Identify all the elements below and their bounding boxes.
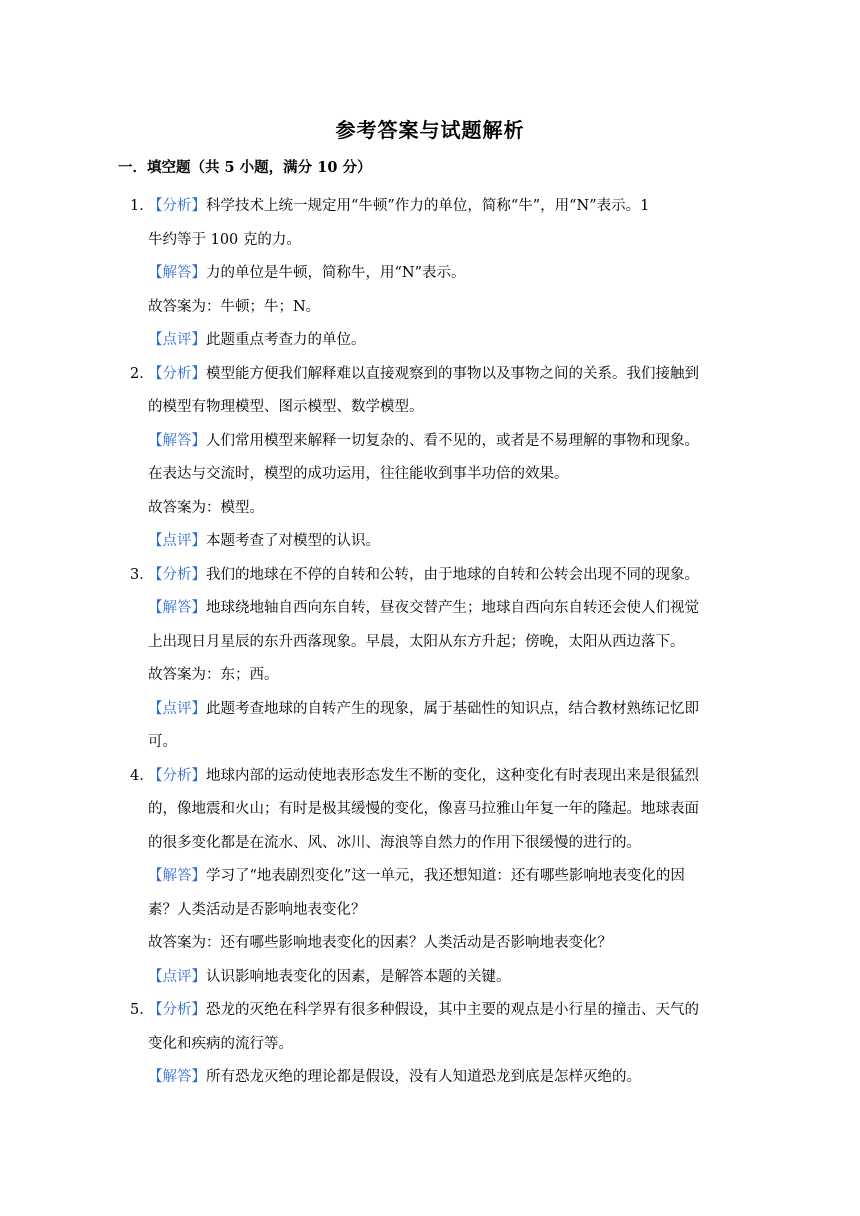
comment-line [130, 961, 740, 995]
question-number: 3． [130, 566, 154, 583]
answer-text: 力的单位是牛顿，简称牛，用“N”表示。 [206, 265, 466, 281]
analysis-text: 模型能方便我们解释难以直接观察到的事物以及事物之间的关系。我们接触到 [206, 365, 699, 382]
comment-tag: 【点评】 [148, 968, 206, 985]
answer-tag: 【解答】 [148, 265, 206, 281]
answer-line [130, 860, 740, 894]
question-number: 5． [130, 1002, 154, 1018]
answer-line: 在表达与交流时，模型的成功运用，往往能收到事半功倍的效果。 [148, 466, 569, 482]
analysis-tag: 【分析】 [148, 566, 206, 583]
analysis-line: 的很多变化都是在流水、风、冰川、海浪等自然力的作用下很缓慢的进行的。 [148, 834, 641, 851]
analysis-line [130, 190, 740, 224]
analysis-tag: 【分析】 [148, 1002, 206, 1018]
analysis-tag: 【分析】 [148, 198, 206, 214]
analysis-tag: 【分析】 [148, 767, 206, 784]
comment-text: 本题考查了对模型的认识。 [206, 533, 380, 549]
question-4 [130, 760, 740, 995]
answer-tag: 【解答】 [148, 1069, 206, 1085]
comment-line [130, 525, 740, 559]
question-number: 4． [130, 767, 154, 784]
comment-text: 认识影响地表变化的因素，是解答本题的关键。 [206, 968, 511, 985]
question-3 [130, 559, 740, 760]
comment-tag: 【点评】 [148, 700, 206, 717]
comment-tag: 【点评】 [148, 332, 206, 348]
analysis-text: 地球内部的运动使地表形态发生不断的变化，这种变化有时表现出来是很猛烈 [206, 767, 699, 784]
answer-tag: 【解答】 [148, 432, 206, 449]
answer-line: 素？人类活动是否影响地表变化？ [148, 901, 366, 918]
result-line: 故答案为：模型。 [148, 499, 264, 516]
analysis-line [130, 559, 740, 593]
analysis-text: 科学技术上统一规定用“牛顿”作力的单位，简称“牛”，用“N”表示。1 [206, 198, 650, 214]
analysis-line [130, 994, 740, 1028]
analysis-text: 我们的地球在不停的自转和公转，由于地球的自转和公转会出现不同的现象。 [206, 566, 699, 583]
answer-text: 地球绕地轴自西向东自转，昼夜交替产生；地球自西向东自转还会使人们视觉 [206, 600, 699, 616]
question-2 [130, 358, 740, 559]
comment-text: 此题考查地球的自转产生的现象，属于基础性的知识点，结合教材熟练记忆即 [206, 700, 699, 717]
result-line: 故答案为：东；西。 [148, 667, 279, 683]
comment-tag: 【点评】 [148, 533, 206, 549]
comment-line [130, 693, 740, 727]
analysis-line [130, 358, 740, 392]
answer-line [130, 1061, 740, 1095]
analysis-line [130, 760, 740, 794]
analysis-line: 牛约等于 100 克的力。 [148, 231, 301, 248]
comment-line: 可。 [148, 734, 177, 750]
answer-tag: 【解答】 [148, 868, 206, 884]
analysis-tag: 【分析】 [148, 365, 206, 382]
comment-line [130, 324, 740, 358]
analysis-line: 的，像地震和火山；有时是极其缓慢的变化，像喜马拉雅山年复一年的隆起。地球表面 [148, 801, 699, 817]
result-line: 故答案为：牛顿；牛；N。 [148, 298, 321, 315]
question-number: 2． [130, 365, 154, 382]
answer-line: 上出现日月星辰的东升西落现象。早晨，太阳从东方升起；傍晚，太阳从西边落下。 [148, 633, 685, 650]
answer-line [130, 592, 740, 626]
comment-text: 此题重点考查力的单位。 [206, 332, 366, 348]
answer-text: 人们常用模型来解释一切复杂的、看不见的，或者是不易理解的事物和现象。 [206, 432, 699, 449]
analysis-line: 的模型有物理模型、图示模型、数学模型。 [148, 399, 424, 415]
question-5 [130, 994, 740, 1095]
page-title: 参考答案与试题解析 [335, 118, 525, 142]
answer-tag: 【解答】 [148, 600, 206, 616]
answer-list [130, 190, 740, 1095]
answer-line [130, 425, 740, 459]
analysis-line: 变化和疾病的流行等。 [148, 1035, 293, 1052]
answer-line [130, 257, 740, 291]
answer-text: 学习了“地表剧烈变化”这一单元，我还想知道：还有哪些影响地表变化的因 [206, 868, 685, 884]
question-1 [130, 190, 740, 358]
section-heading: 一．填空题（共 5 小题，满分 10 分） [118, 159, 372, 176]
result-line: 故答案为：还有哪些影响地表变化的因素？人类活动是否影响地表变化？ [148, 935, 612, 951]
analysis-text: 恐龙的灭绝在科学界有很多种假设，其中主要的观点是小行星的撞击、天气的 [206, 1002, 699, 1018]
answer-text: 所有恐龙灭绝的理论都是假设，没有人知道恐龙到底是怎样灭绝的。 [206, 1069, 641, 1085]
question-number: 1． [130, 198, 154, 214]
